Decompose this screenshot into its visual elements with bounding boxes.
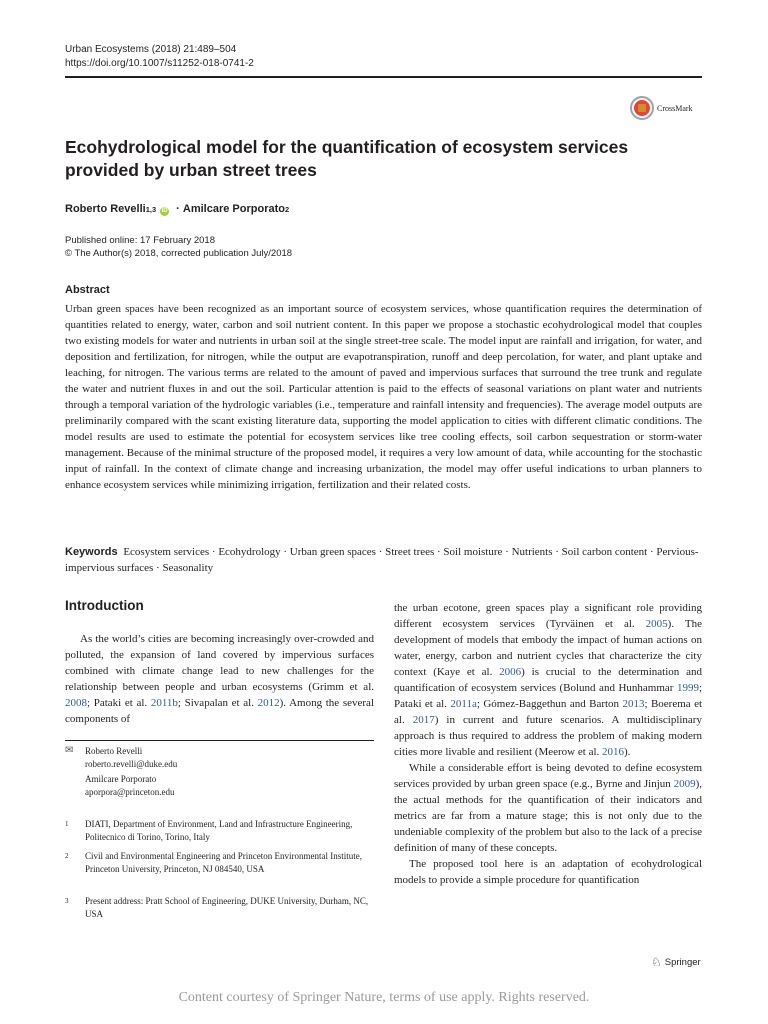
contact-name: Amilcare Porporato [85,774,157,784]
published-online: Published online: 17 February 2018 [65,235,215,246]
paragraph-text: ). The development of models that embody the impact of human actions on water, energy, carbon and nutrient cycles that characterize the city context (Kaye et al. [394,618,702,678]
paragraph-text: ), the actual methods for the quantification of their indicators and metrics are far from a mature stage; this is not only due to the undeniable complexity of the problem but also to the lack of a precise definition of many of these concepts. [394,778,702,854]
affiliation-text: Civil and Environmental Engineering and Princeton Environmental Institute, Princeton University, Princeton, NJ 084540, USA [85,851,362,874]
paragraph-text: As the world’s cities are becoming increasingly over-crowded and polluted, the expansion of land covered by impervious surfaces combined with climate change lead to new challenges for the relationship between people and urban ecosystems (Grimm et al. [65,633,374,693]
contact-email[interactable]: roberto.revelli@duke.edu [85,758,178,769]
springer-horse-icon: ♘ [651,955,662,969]
citation-link[interactable]: 2013 [622,698,645,710]
paragraph-text: ; Pataki et al. [394,682,702,710]
paragraph-text: the urban ecotone, green spaces play a significant role providing different ecosystem services (Tyrväinen et al. [394,602,702,630]
intro-paragraph [394,600,702,760]
contact-email[interactable]: aporpora@princeton.edu [85,786,175,797]
intro-column-right [394,600,702,888]
affiliation-2 [65,850,374,875]
affiliation-text: Present address: Pratt School of Engineering, DUKE University, Durham, NC, USA [85,896,369,919]
doi-link[interactable]: https://doi.org/10.1007/s11252-018-0741-2 [65,58,254,69]
author-name: Amilcare Porporato [182,203,285,215]
affiliation-text: DIATI, Department of Environment, Land and Infrastructure Engineering, Politecnico di Torino, Torino, Italy [85,819,353,842]
citation-link[interactable]: 1999 [676,682,699,694]
paragraph-text: ). Among the several components of [65,697,374,725]
affiliation-number: 3 [65,897,69,905]
journal-header [65,43,254,71]
affiliation-number: 1 [65,820,69,828]
citation-link[interactable]: 2011b [150,697,178,709]
copyright-line: © The Author(s) 2018, corrected publication July/2018 [65,248,293,259]
crossmark-badge[interactable] [630,96,693,120]
crossmark-label: CrossMark [657,103,693,113]
paragraph-text: ) is crucial to the determination and quantification of ecosystem services (Bolund and Hunhammar [394,666,702,694]
envelope-icon: ✉ [65,745,74,756]
publisher-name: Springer [664,956,701,968]
author-name: Roberto Revelli [65,203,146,215]
corresponding-contacts [65,745,177,798]
contact-name: Roberto Revelli [85,746,143,756]
paragraph-text: ; Boerema et al. [394,698,703,726]
citation-link[interactable]: 2009 [673,778,696,790]
paragraph-text: ). [624,746,631,758]
abstract-heading: Abstract [65,284,110,296]
publication-info [65,234,292,260]
citation-link[interactable]: 2008 [65,697,87,709]
author-separator: · [173,203,183,215]
affiliation-1 [65,818,374,843]
contact-block [85,745,177,798]
citation-link[interactable]: 2005 [645,618,668,630]
publisher-logo [651,955,701,969]
paragraph-text: ; Gómez-Baggethun and Barton [476,698,623,710]
citation-link[interactable]: 2017 [412,714,435,726]
affiliation-number: 2 [65,852,69,860]
keywords [65,544,702,576]
orcid-icon[interactable]: iD [161,208,168,214]
paragraph-text: ; Pataki et al. [87,697,151,709]
keywords-label: Keywords [65,546,118,558]
intro-paragraph: The proposed tool here is an adaptation of ecohydrological models to provide a simple procedure for quantification [394,858,702,886]
citation-link[interactable]: 2012 [257,697,280,709]
keywords-list: Ecosystem services · Ecohydrology · Urban green spaces · Street trees · Soil moisture · Nutrients · Soil carbon content · Pervious-impervious surfaces · Seasonality [65,546,699,574]
citation-link[interactable]: 2011a [450,698,477,710]
journal-citation: Urban Ecosystems (2018) 21:489–504 [65,44,237,55]
footnote-rule [65,740,374,741]
crossmark-icon [630,96,654,120]
paragraph-text: ; Sivapalan et al. [177,697,258,709]
abstract-text: Urban green spaces have been recognized as an important source of ecosystem services, whose quantification requires the determination of quantities related to energy, water, carbon and soil nutrient content. In this paper we propose a stochastic ecohydrological model that couples two existing models for water and nutrients in urban soil at the single street-tree scale. The model input are rainfall and irrigation, for water, and deposition and fertilization, for nitrogen, while the output are evapotranspiration, runoff and deep percolation, for water, and plant uptake and leaching, for nitrogen. The various terms are related to the amount of paved and impervious surfaces that surround the tree trunk and regulate the water and nutrient fluxes in and out the soil. Particular attention is paid to the effects of seasonal variations on plant water and nutrients through a temporal variation of the hydrologic variables (i.e., temperature and rainfall intensity and frequencies). The average model outputs are preliminarily compared with the scant existing literature data, supporting the model application to cities with different climatic conditions. The model results are used to estimate the potential for ecosystem services like tree cooling effects, soil carbon sequestration or storm-water management. Because of the minimal structure of the proposed model, it requires a very low amount of data, while accounting for the stochastic input of rainfall. In the context of climate change and increasing urbanization, the model may offer useful indications to urban planners to enhance ecosystem services while minimizing irrigation, fertilization and their related costs. [65,303,702,491]
citation-link[interactable]: 2016 [602,746,625,758]
paper-title: Ecohydrological model for the quantification of ecosystem services provided by urban street trees [65,137,629,180]
affiliation-3 [65,895,374,920]
paragraph-text: While a considerable effort is being devoted to define ecosystem services provided by urban green space (e.g., Byrne and Jinjun [394,762,702,790]
citation-link[interactable]: 2006 [499,666,522,678]
intro-paragraph [394,760,702,856]
author-list: Roberto Revelli 1,3 iD · Amilcare Porporato 2 [65,203,290,215]
paragraph-text: ) in current and future scenarios. A multidisciplinary approach is thus required to address the problem of making modern cities more livable and resilient (Meerow et al. [394,714,702,758]
introduction-heading: Introduction [65,598,144,613]
courtesy-notice: Content courtesy of Springer Nature, terms of use apply. Rights reserved. [178,990,590,1005]
header-rule [65,76,702,78]
intro-paragraph-left [65,631,374,727]
